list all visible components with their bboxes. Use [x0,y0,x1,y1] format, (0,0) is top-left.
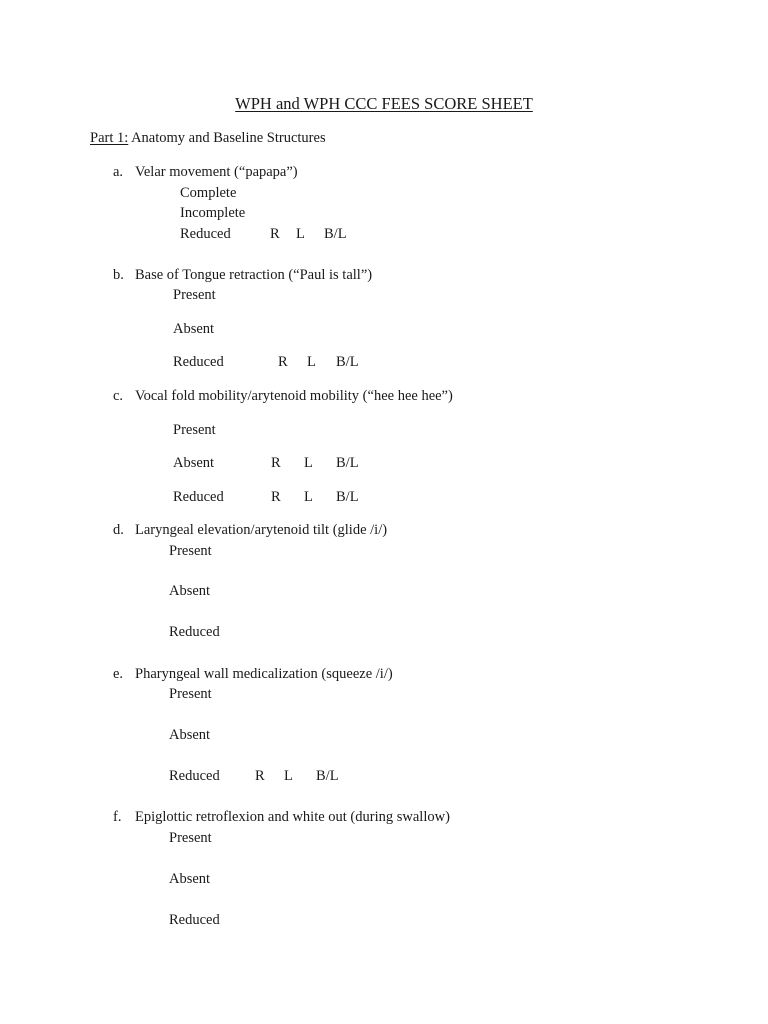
item-question: Laryngeal elevation/arytenoid tilt (glide /i/) [135,522,388,538]
option-reduced: Reduced [169,768,220,784]
option-absent: Absent [169,871,211,887]
side-right: R [278,354,288,370]
option-reduced: Reduced [169,624,220,640]
side-left: L [296,226,305,242]
item-question: Epiglottic retroflexion and white out (during swallow) [135,809,450,825]
option-present: Present [169,830,212,846]
option-reduced: Reduced [173,489,224,505]
item-letter: f. [113,809,122,825]
side-left: L [304,455,313,471]
side-right: R [271,489,281,505]
option-present: Present [169,686,212,702]
option-absent: Absent [173,321,215,337]
side-left: L [307,354,316,370]
item-letter: c. [113,388,124,404]
option-reduced: Reduced [173,354,224,370]
side-bilateral: B/L [336,455,359,471]
page-title [0,96,768,113]
item-letter: b. [113,267,124,283]
side-right: R [255,768,265,784]
title-text: WPH and WPH CCC FEES SCORE SHEET [235,94,533,113]
side-bilateral: B/L [324,226,347,242]
item-letter: d. [113,522,124,538]
side-bilateral: B/L [336,489,359,505]
option-incomplete: Incomplete [180,205,246,221]
part-heading-text: Anatomy and Baseline Structures [128,130,326,146]
side-bilateral: B/L [336,354,359,370]
option-absent: Absent [169,583,211,599]
side-right: R [271,455,281,471]
part-heading [90,131,326,146]
side-left: L [284,768,293,784]
part-label: Part 1: [90,130,129,146]
option-present: Present [173,287,216,303]
side-right: R [270,226,280,242]
option-reduced: Reduced [180,226,231,242]
option-present: Present [169,543,212,559]
item-question: Velar movement (“papapa”) [135,164,298,180]
item-question: Pharyngeal wall medicalization (squeeze /i/) [135,666,393,682]
side-bilateral: B/L [316,768,339,784]
item-letter: a. [113,164,124,180]
option-present: Present [173,422,216,438]
item-letter: e. [113,666,124,682]
side-left: L [304,489,313,505]
item-question: Vocal fold mobility/arytenoid mobility (“hee hee hee”) [135,388,453,404]
option-absent: Absent [173,455,215,471]
option-absent: Absent [169,727,211,743]
option-complete: Complete [180,185,237,201]
item-question: Base of Tongue retraction (“Paul is tall”) [135,267,373,283]
option-reduced: Reduced [169,912,220,928]
